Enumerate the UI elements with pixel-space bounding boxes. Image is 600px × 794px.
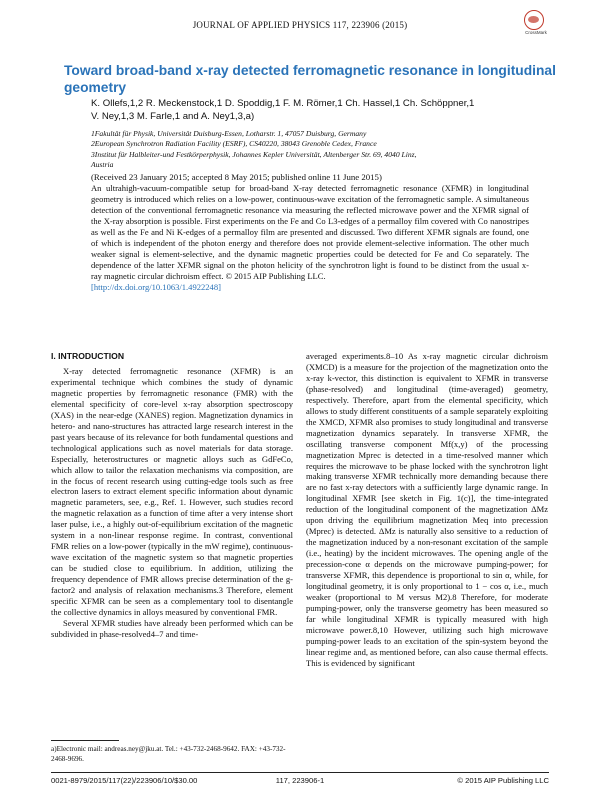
affiliation-3: 3Institut für Halbleiter-und Festkörperphysik, Johannes Kepler Universität, Altenberger Str. 69, 4040 Linz, — [91, 149, 417, 159]
footer-issn: 0021-8979/2015/117(22)/223906/10/$30.00 — [51, 776, 198, 785]
footer-page: 117, 223906-1 — [275, 776, 325, 785]
section-heading: I. INTRODUCTION — [51, 351, 125, 361]
footer-rule — [51, 772, 549, 773]
intro-paragraph-1: X-ray detected ferromagnetic resonance (XFMR) is an experimental technique which combines the study of dynamic magnetic properties by ferromagnetic resonance (FMR) with the elemental specificity of core-level x-ray absorption spectroscopy (XAS) in the near-edge (XANES) region. Magnetization dynamics in hetero- and nano-structures has attracted large research interest in the past years because of its relevance for both fundamental questions and technological applications such as novel materials for data storage. Especially, heterostructures or magnetic alloys such as GdFeCo, which allow to tailor the relaxation mechanisms via composition, are in the focus of recent research using cutting-edge tools such as free electron lasers to extract element specific information about dynamic magnetic parameters, see, e.g., Ref. 1. However, such studies record the magnetic relaxation as a function of time after a very intense short laser pulse, i.e., a highly out-of-equilibrium excitation of the magnetic system in a non-linear response regime. In contrast, conventional FMR relies on a low-power (typically in the mW regime), continuous-wave excitation of the magnetic system so that magnetic properties can be studied close to equilibrium. In addition, utilizing the frequency dependence of FMR allows precise determination of the g-factor2 and analysis of relaxation mechanisms.3 Therefore, element specific XFMR can be seen as a complementary tool to disentangle the collective dynamics in alloys measured by conventional FMR. — [51, 366, 293, 617]
affiliations — [91, 129, 551, 171]
footer-copyright: © 2015 AIP Publishing LLC — [457, 776, 549, 785]
footnote: a)Electronic mail: andreas.ney@jku.at. Tel.: +43-732-2468-9642. FAX: +43-732-2468-9696. — [51, 745, 286, 763]
doi-link[interactable]: [http://dx.doi.org/10.1063/1.4922248] — [91, 281, 221, 292]
authors-line-1: K. Ollefs,1,2 R. Meckenstock,1 D. Spoddig,1 F. M. Römer,1 Ch. Hassel,1 Ch. Schöppner,1 — [91, 98, 475, 109]
abstract — [91, 183, 529, 293]
crossmark-label: CrossMark — [525, 30, 547, 35]
affiliation-1: 1Fakultät für Physik, Universität Duisburg-Essen, Lotharstr. 1, 47057 Duisburg, Germany — [91, 129, 367, 138]
paper-title: Toward broad-band x-ray detected ferromagnetic resonance in longitudinal geometry — [64, 63, 556, 95]
column-right — [306, 351, 548, 669]
intro-paragraph-2: Several XFMR studies have already been performed which can be subdivided in phase-resolved4–7 and time- — [51, 617, 293, 639]
authors-line-2: V. Ney,1,3 M. Farle,1 and A. Ney1,3,a) — [91, 110, 255, 122]
journal-header: JOURNAL OF APPLIED PHYSICS 117, 223906 (2015) — [192, 20, 408, 30]
crossmark-logo[interactable] — [516, 10, 556, 38]
author-list — [91, 98, 551, 123]
abstract-text: An ultrahigh-vacuum-compatible setup for broad-band X-ray detected ferromagnetic resonance (XFMR) in longitudinal geometry is introduced which relies on a low-power, continuous-wave excitation of the ferromagnetic sample. A simultaneous detection of the conventional ferromagnetic resonance via measuring the reflected microwave power and the XFMR signal of the X-ray absorption is possible. First experiments on the Fe and Co L3-edges of a permalloy film covered with Co nanostripes as well as the Fe and Ni K-edges of a permalloy film are presented and discussed. Two different XFMR signals are found, one of which is independent of the photon energy and therefore does not provide element-selective information. The other much weaker signal is element-selective, and the dynamic magnetic properties could be detected for Fe and Co separately. The dependence of the latter XFMR signal on the photon helicity of the synchrotron light is found to be distinct from the usual x-ray magnetic circular dichroism effect. © 2015 AIP Publishing LLC. — [91, 183, 529, 281]
received-dates: (Received 23 January 2015; accepted 8 May 2015; published online 11 June 2015) — [91, 172, 382, 182]
footnote-rule — [51, 740, 119, 741]
intro-paragraph-3: averaged experiments.8–10 As x-ray magnetic circular dichroism (XMCD) is a measure for the projection of the magnetization onto the x-ray k-vector, this distinction is equivalent to XFMR in transverse (phase-resolved) and longitudinal (time-averaged) geometry, respectively. Therefore, apart from the elemental specificity, which allows to study different constituents of a sample separately exploiting the XMCD, XFMR also promises to study longitudinal and transverse magnetization dynamics separately. In transverse XFMR, the oscillating transverse component Mf(x,y) of the processing magnetization Mprec is detected in a time-resolved manner which requires the microwave to be phase locked with the synchrotron light making transverse XFMR technically more demanding because there are no fast x-ray detectors with a sufficiently large dynamic range. In longitudinal XFMR [see sketch in Fig. 1(c)], the time-integrated reduction of the longitudinal component of the magnetization ΔMz upon driving the equilibrium magnetization Meq into precession (Mprec) is detected. ΔMz is naturally also sensitive to a reduction of the magnetization induced by a non-resonant excitation of the sample (i.e., heating) by the incident microwaves. The opening angle of the precession-cone α depends on the microwave pumping-power; for transverse XFMR, this dependence is proportional to sin α, while, for longitudinal geometry, it is only proportional to 1 − cos α, i.e., much weaker (proportional to M versus M2).8 Therefore, for moderate pumping-power, only the transverse geometry has been measured so far while longitudinal XFMR is typically measured with high microwave power.8,10 However, utilizing such high microwave pumping-power leads to an excitation of the spin-system beyond the linear regime and, as mentioned before, can also cause thermal effects. This is evidenced by significant — [306, 351, 548, 668]
crossmark-icon — [524, 10, 544, 30]
column-left — [51, 366, 293, 640]
affiliation-3-cont: Austria — [91, 160, 114, 170]
affiliation-2: 2European Synchrotron Radiation Facility (ESRF), CS40220, 38043 Grenoble Cedex, France — [91, 139, 377, 149]
